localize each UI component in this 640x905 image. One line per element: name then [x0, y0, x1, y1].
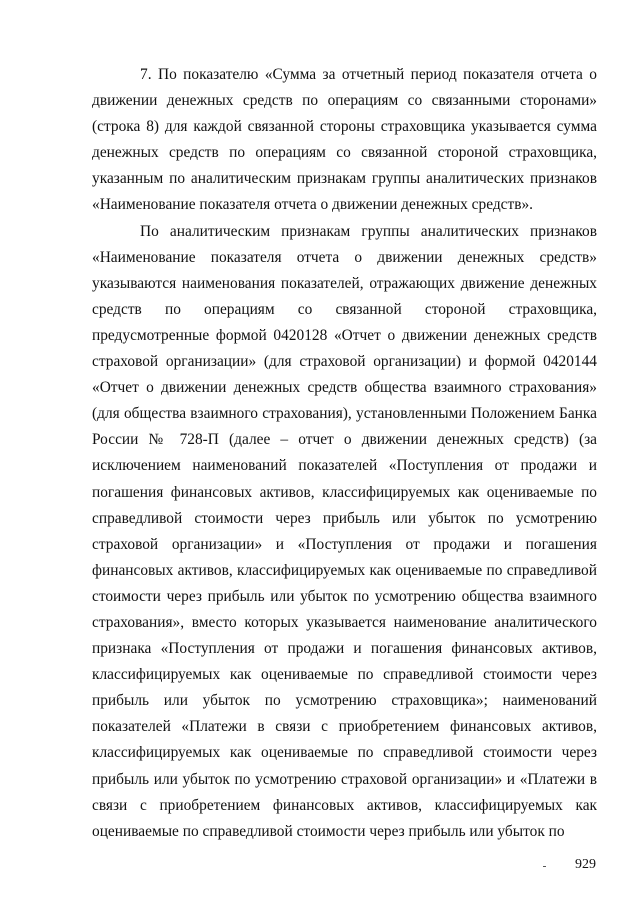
page-number: 929 — [575, 857, 596, 872]
scan-speck — [543, 866, 546, 867]
paragraph-analytic-attributes: По аналитическим признакам группы аналитических признаков «Наименование показателя отчета о движении денежных средств» указываются наименования показателей, отражающих движение денежных средств по операциям со связанной стороной страховщика, предусмотренные формой 0420128 «Отчет о движении денежных средств страховой организации» (для страховой организации) и формой 0420144 «Отчет о движении денежных средств общества взаимного страхования» (для общества взаимного страхования), установленными Положением Банка России № 728-П (далее – отчет о движении денежных средств) (за исключением наименований показателей «Поступления от продажи и погашения финансовых активов, классифицируемых как оцениваемые по справедливой стоимости через прибыль или убыток по усмотрению страховой организации» и «Поступления от продажи и погашения финансовых активов, классифицируемых как оцениваемые по справедливой стоимости через прибыль или убыток по усмотрению общества взаимного страхования», вместо которых указывается наименование аналитического признака «Поступления от продажи и погашения финансовых активов, классифицируемых как оцениваемые по справедливой стоимости через прибыль или убыток по усмотрению страховщика»; наименований показателей «Платежи в связи с приобретением финансовых активов, классифицируемых как оцениваемые по справедливой стоимости через прибыль или убыток по усмотрению страховой организации» и «Платежи в связи с приобретением финансовых активов, классифицируемых как оцениваемые по справедливой стоимости через прибыль или убыток по — [92, 222, 597, 840]
paragraph-item-7: 7. По показателю «Сумма за отчетный период показателя отчета о движении денежных средств по операциям со связанными сторонами» (строка 8) для каждой связанной стороны страховщика указывается сумма денежных средств по операциям со связанной стороной страховщика, указанным по аналитическим признакам группы аналитических признаков «Наименование показателя отчета о движении денежных средств». — [92, 66, 597, 214]
body-text — [92, 62, 597, 845]
